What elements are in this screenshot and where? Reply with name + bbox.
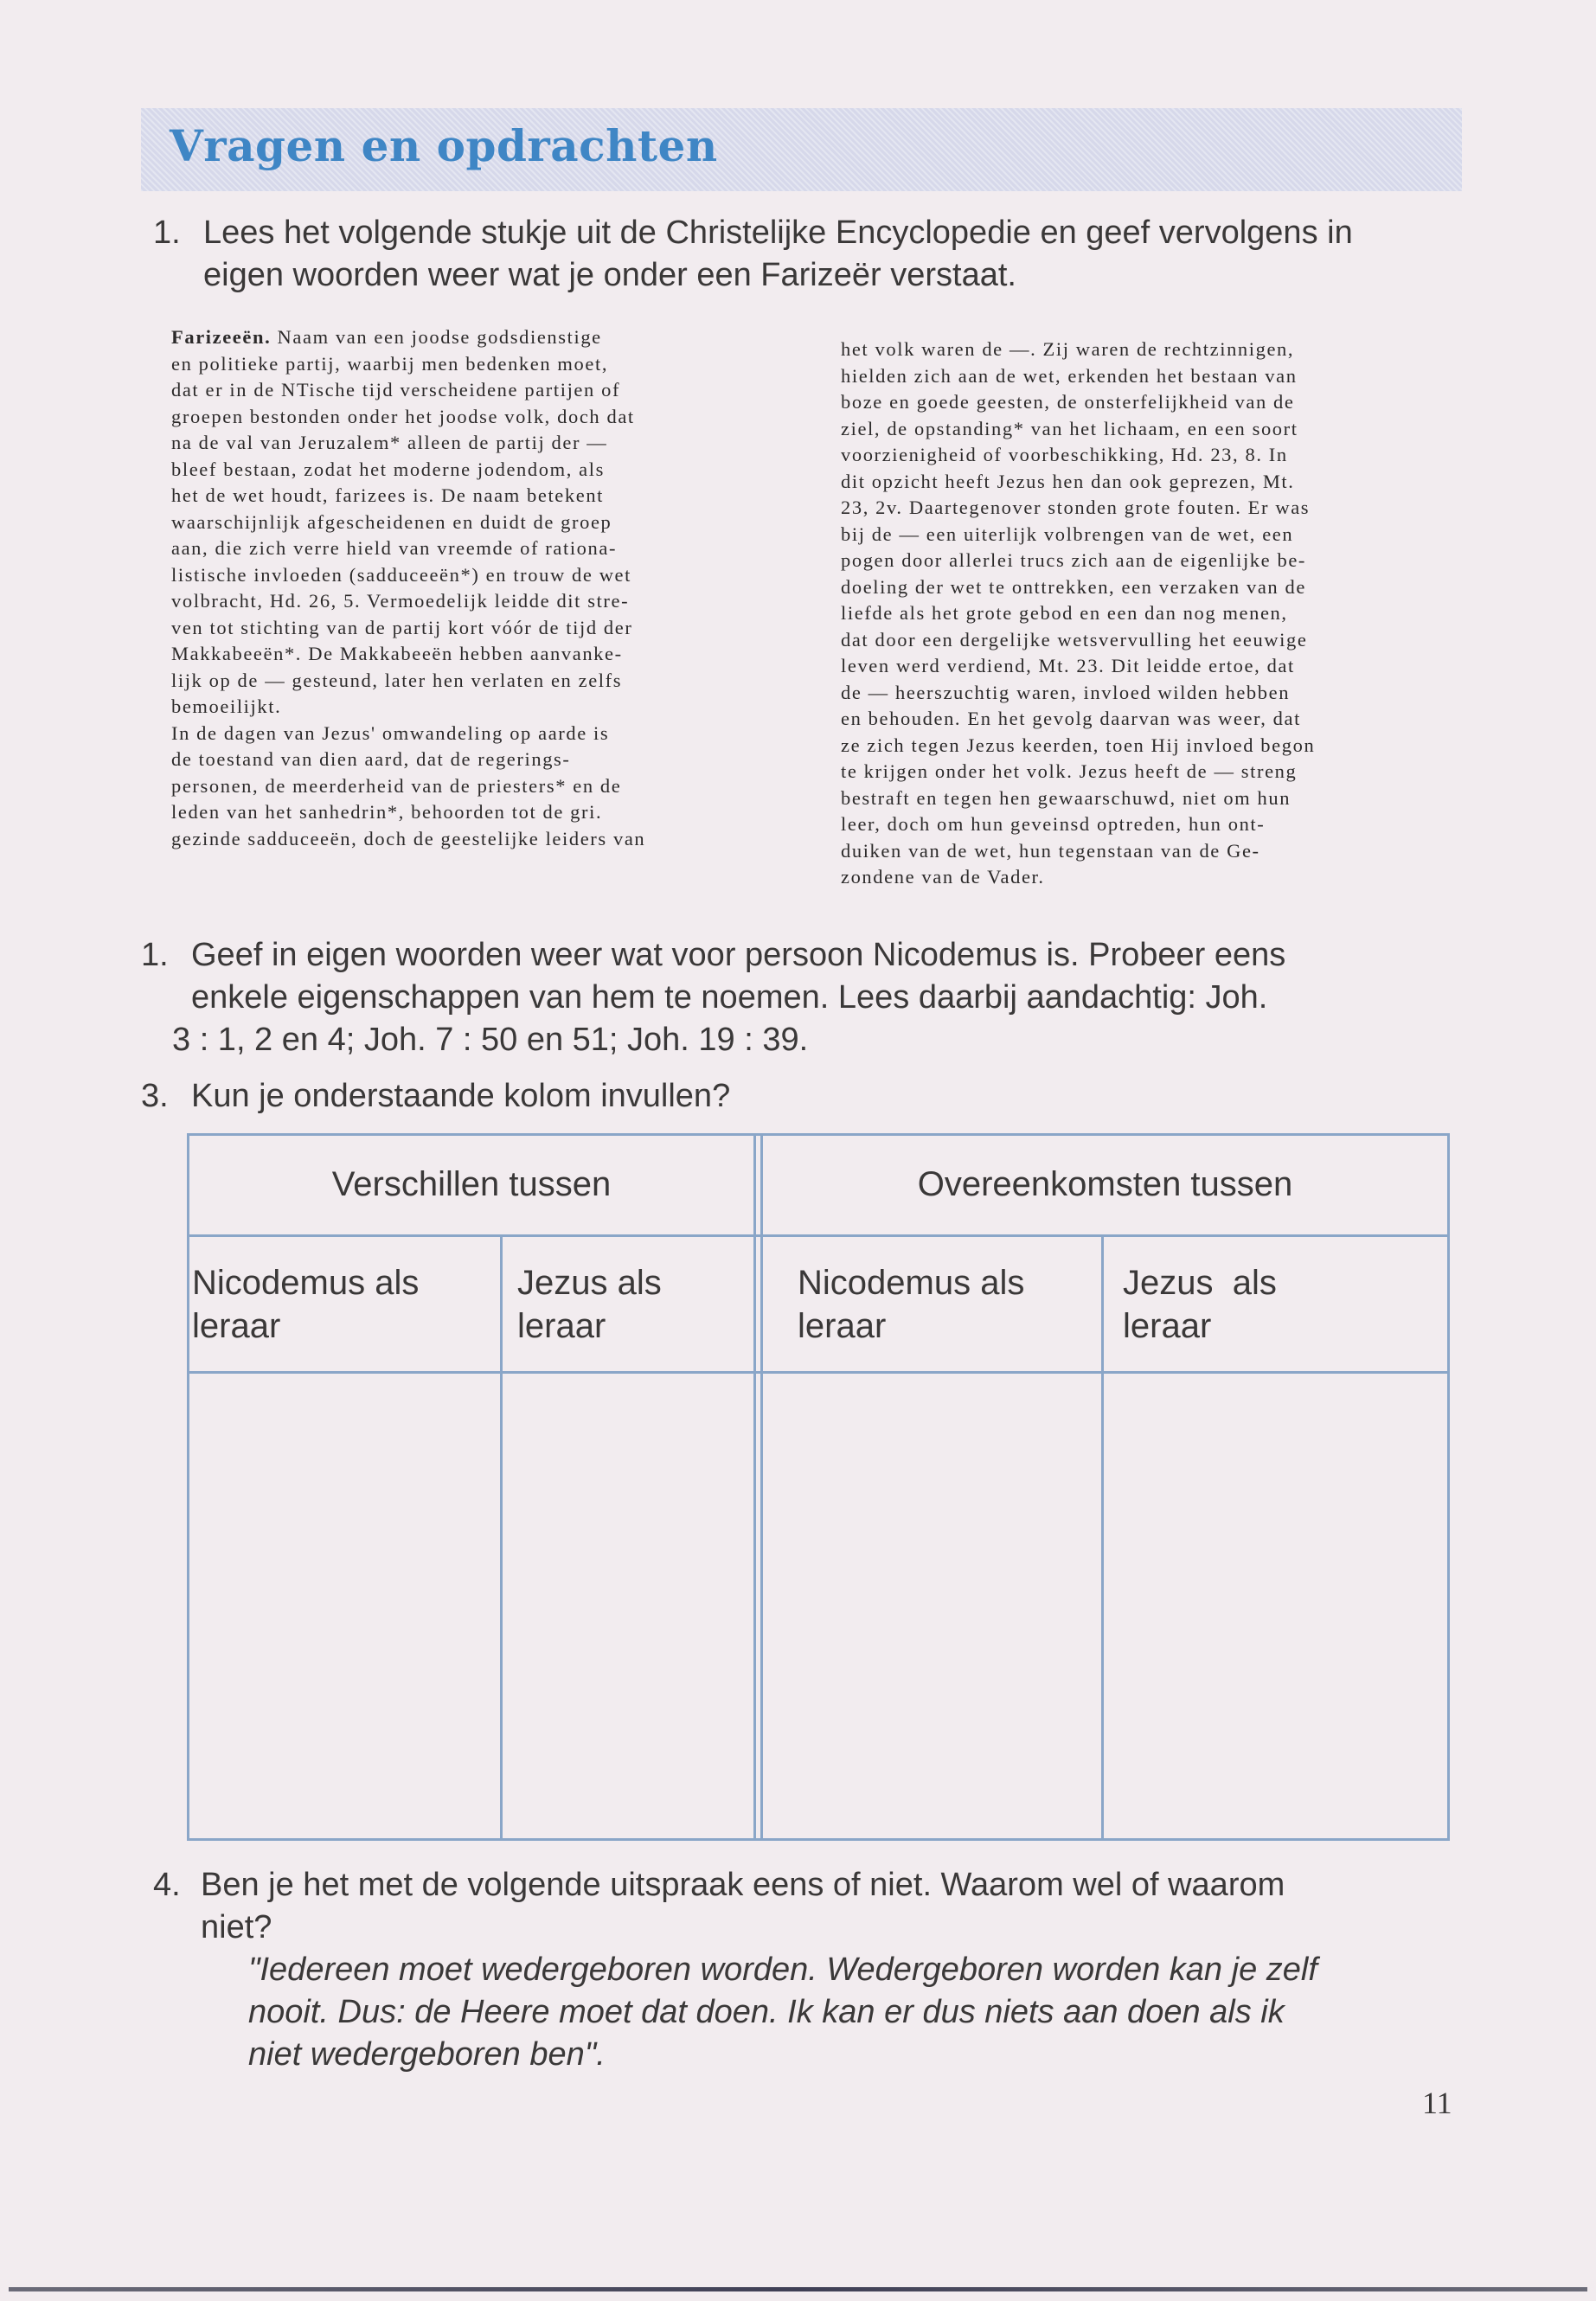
answer-cell[interactable]: [1104, 1374, 1447, 1838]
article-line: ven tot stichting van de partij kort vóór de tijd der: [171, 616, 633, 638]
article-line: de — heerszuchtig waren, invloed wilden hebben: [841, 681, 1291, 703]
article-line: [171, 324, 760, 351]
article-line: aan, die zich verre hield van vreemde of rationa-: [171, 537, 618, 559]
article-line: het volk waren de —. Zij waren de rechtzinnigen,: [841, 338, 1295, 360]
quote-line: "Iedereen moet wedergeboren worden. Wedergeboren worden kan je zelf: [248, 1952, 1317, 1988]
article-line: In de dagen van Jezus' omwandeling op aarde is: [171, 721, 610, 744]
question-line: eigen woorden weer wat je onder een Farizeër verstaat.: [203, 257, 1016, 293]
header-differences: Verschillen tussen: [331, 1165, 612, 1203]
article-line: leven werd verdiend, Mt. 23. Dit leidde ertoe, dat: [841, 655, 1295, 676]
table-divider: [753, 1133, 756, 1841]
encyclopedia-column-right: [841, 336, 1446, 891]
article-line: bestraft en tegen hen gewaarschuwd, niet om hun: [841, 786, 1292, 809]
question-line: Ben je het met de volgende uitspraak eens of niet. Waarom wel of waarom: [201, 1867, 1285, 1903]
article-line: 23, 2v. Daartegenover stonden grote fouten. Er was: [841, 497, 1311, 518]
article-line: liefde als het grote gebod en een dan nog menen,: [841, 602, 1288, 624]
article-line: pogen door allerlei trucs zich aan de eigenlijke be-: [841, 549, 1307, 571]
question-number: 4.: [153, 1867, 181, 1903]
table-border: [187, 1838, 1450, 1841]
article-line: te krijgen onder het volk. Jezus heeft de — streng: [841, 760, 1298, 782]
article-line: ze zich tegen Jezus keerden, toen Hij invloed begon: [841, 734, 1316, 756]
answer-cell[interactable]: [189, 1374, 500, 1838]
article-line: dit opzicht heeft Jezus hen dan ook geprezen, Mt.: [841, 470, 1295, 492]
article-line: zondene van de Vader.: [841, 866, 1045, 888]
subheader-line: leraar: [1123, 1307, 1212, 1345]
article-line: de toestand van dien aard, dat de regerings-: [171, 748, 571, 770]
subheader-jezus: [1123, 1261, 1277, 1348]
article-line: ziel, de opstanding* van het lichaam, en een soort: [841, 417, 1298, 439]
article-line: dat door een dergelijke wetsvervulling het eeuwige: [841, 628, 1308, 651]
article-line: en behouden. En het gevolg daarvan was weer, dat: [841, 708, 1301, 729]
table-border: [187, 1133, 1450, 1136]
article-line: waarschijnlijk afgescheidenen en duidt de groep: [171, 510, 612, 533]
subheader-nicodemus: [798, 1261, 1024, 1348]
subheader-line: Nicodemus als: [192, 1264, 420, 1302]
article-text: Naam van een joodse godsdienstige: [271, 326, 602, 348]
answer-cell[interactable]: [763, 1374, 1101, 1838]
quote: [248, 1949, 1317, 2076]
article-line: dat er in de NTische tijd verscheidene partijen of: [171, 379, 621, 401]
article-line: bij de — een uiterlijk volbrengen van de wet, een: [841, 522, 1294, 545]
subheader-line: leraar: [798, 1307, 887, 1345]
article-line: het de wet houdt, farizees is. De naam betekent: [171, 484, 605, 506]
question-line: 3 : 1, 2 en 4; Joh. 7 : 50 en 51; Joh. 19 : 39.: [172, 1022, 809, 1058]
header-similarities: Overeenkomsten tussen: [917, 1165, 1293, 1203]
quote-line: nooit. Dus: de Heere moet dat doen. Ik kan er dus niets aan doen als ik: [248, 1994, 1285, 2030]
table-rule: [187, 1234, 1450, 1237]
article-line: duiken van de wet, hun tegenstaan van de Ge-: [841, 839, 1260, 862]
article-line: groepen bestonden onder het joodse volk, doch dat: [171, 405, 635, 427]
question-number: 3.: [141, 1078, 169, 1114]
answer-cell[interactable]: [503, 1374, 753, 1838]
question-line: enkele eigenschappen van hem te noemen. Lees daarbij aandachtig: Joh.: [191, 979, 1268, 1016]
subheader-line: leraar: [192, 1307, 281, 1345]
comparison-table: [187, 1133, 1450, 1841]
article-line: gezinde sadduceeën, doch de geestelijke leiders van: [171, 827, 646, 849]
question-line: niet?: [201, 1909, 272, 1945]
page-number: 11: [1422, 2086, 1452, 2120]
question-line: Kun je onderstaande kolom invullen?: [191, 1078, 731, 1114]
question-text: [203, 212, 1353, 297]
article-line: doeling der wet te onttrekken, een verzaken van de: [841, 575, 1306, 598]
article-line: Makkabeeën*. De Makkabeeën hebben aanvanke-: [171, 643, 623, 664]
article-line: bemoeilijkt.: [171, 695, 282, 717]
question-line: Geef in eigen woorden weer wat voor persoon Nicodemus is. Probeer eens: [191, 937, 1286, 973]
article-line: boze en goede geesten, de onsterfelijkheid van de: [841, 391, 1295, 413]
question-text: [191, 1075, 730, 1118]
article-line: voorzienigheid of voorbeschikking, Hd. 23, 8. In: [841, 444, 1288, 465]
bottom-edge-rule: [9, 2287, 1587, 2291]
question-text: [201, 1864, 1285, 1949]
question-text: [172, 934, 1286, 1061]
article-line: bleef bestaan, zodat het moderne jodendom, als: [171, 458, 605, 480]
subheader-line: leraar: [517, 1307, 606, 1345]
subheader-line: Jezus als: [1123, 1264, 1277, 1302]
article-line: hielden zich aan de wet, erkenden het bestaan van: [841, 364, 1298, 387]
quote-line: niet wedergeboren ben".: [248, 2036, 606, 2073]
article-line: personen, de meerderheid van de priesters* en de: [171, 774, 622, 797]
question-number: 1.: [141, 937, 169, 973]
article-line: en politieke partij, waarbij men bedenken moet,: [171, 352, 609, 375]
subheader-jezus: [517, 1261, 662, 1348]
article-line: leden van het sanhedrin*, behoorden tot de gri.: [171, 801, 603, 823]
article-line: volbracht, Hd. 26, 5. Vermoedelijk leidde dit stre-: [171, 590, 630, 612]
article-line: lijk op de — gesteund, later hen verlaten en zelfs: [171, 669, 623, 691]
article-line: listische invloeden (sadduceeën*) en trouw de wet: [171, 563, 631, 586]
subheader-nicodemus: [192, 1261, 419, 1348]
subheader-line: Jezus als: [517, 1264, 662, 1302]
question-line: Lees het volgende stukje uit de Christelijke Encyclopedie en geef vervolgens in: [203, 215, 1353, 251]
section-banner: [141, 108, 1462, 191]
section-title: Vragen en opdrachten: [170, 120, 718, 171]
subheader-line: Nicodemus als: [798, 1264, 1025, 1302]
table-border: [1447, 1133, 1450, 1841]
article-line: na de val van Jeruzalem* alleen de partij der —: [171, 432, 608, 453]
encyclopedia-column-left: [171, 324, 760, 852]
article-line: leer, doch om hun geveinsd optreden, hun ont-: [841, 813, 1266, 835]
question-number: 1.: [153, 215, 181, 251]
article-headword: Farizeeën.: [171, 326, 272, 348]
